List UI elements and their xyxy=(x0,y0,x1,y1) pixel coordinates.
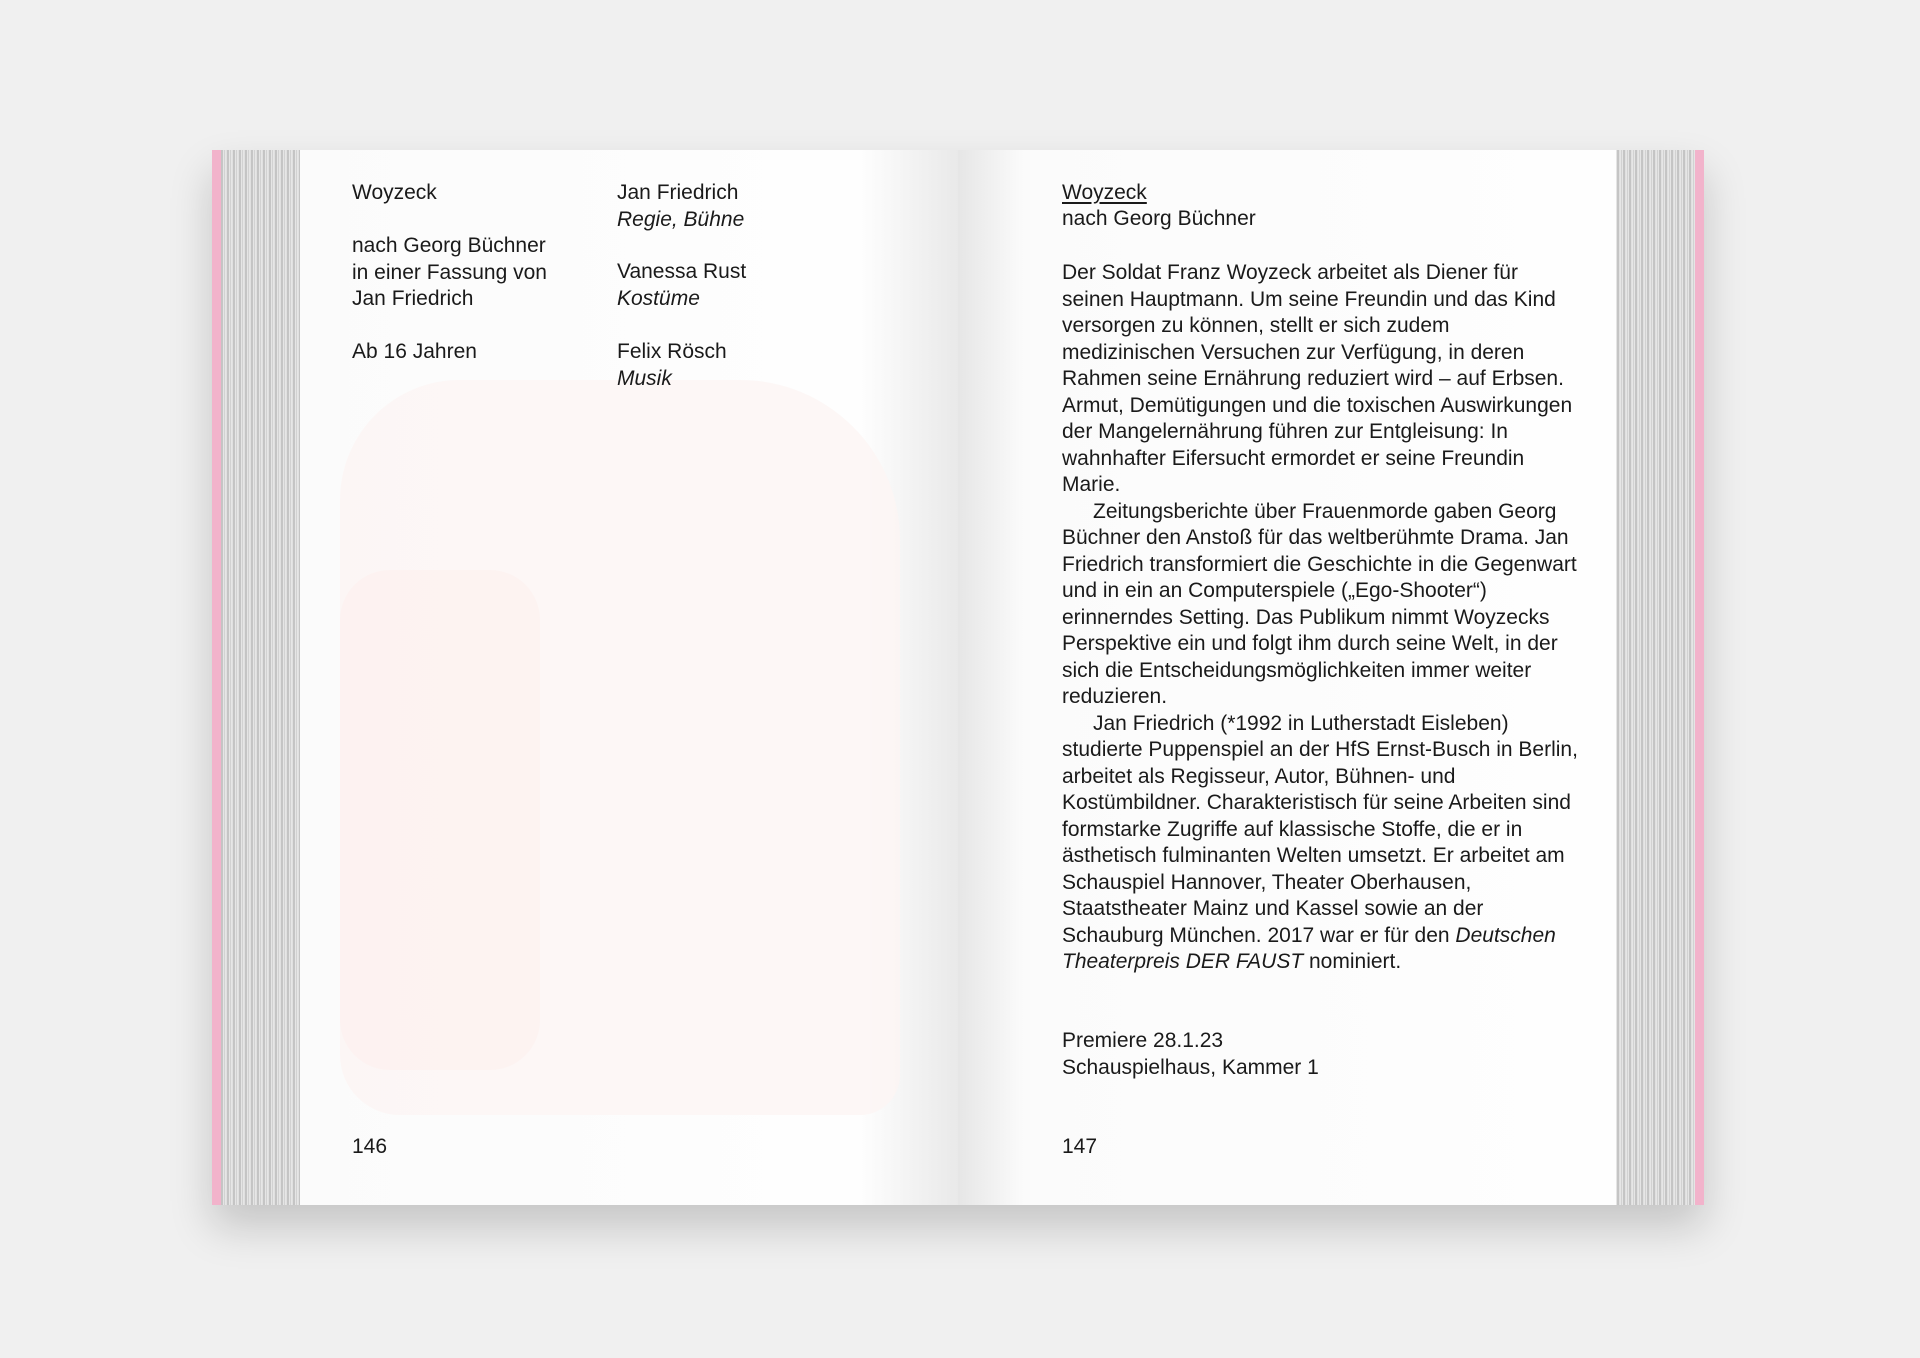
award-name: Deutschen Theaterpreis DER FAUST xyxy=(1062,923,1556,973)
page-number: 146 xyxy=(352,1135,388,1158)
paragraph-concept: Zeitungsberichte über Frauenmorde gaben Georg Büchner den Anstoß für das weltberühmte Drama. Jan Friedrich transformiert die Geschichte in die Gegenwart und in ein an Computerspiele („Ego-Shooter“) erinnerndes Setting. Das Publikum nimmt Woyzecks Perspektive ein und folgt ihm durch seine Welt, in der sich die Entscheidungsmöglichkeiten immer weiter reduzieren. xyxy=(1062,499,1577,708)
credit-costumes xyxy=(617,259,746,312)
source-line: in einer Fassung von xyxy=(352,260,547,284)
pink-cover-edge-left xyxy=(212,150,221,1205)
right-page xyxy=(958,150,1616,1205)
premiere-info xyxy=(1062,1028,1319,1081)
paragraph-biography xyxy=(1062,711,1580,976)
credit-name: Jan Friedrich xyxy=(617,181,739,204)
paragraph-synopsis: Der Soldat Franz Woyzeck arbeitet als Diener für seinen Hauptmann. Um seine Freundin und das Kind versorgen zu können, stellt er sich zudem medizinischen Versuchen zur Verfügung, in deren Rahmen seine Ernährung reduziert wird – auf Erbsen. Armut, Demütigungen und die toxischen Auswirkungen der Mangelernährung führen zur Entgleisung: In wahnhafter Eifersucht ermordet er seine Freundin Marie. xyxy=(1062,261,1573,496)
credit-role: Musik xyxy=(617,366,672,390)
credit-music xyxy=(617,339,727,392)
credit-role: Regie, Bühne xyxy=(617,207,745,231)
source-line: Jan Friedrich xyxy=(352,287,474,310)
premiere-date: Premiere 28.1.23 xyxy=(1062,1029,1224,1052)
play-title-underlined: Woyzeck xyxy=(1062,181,1147,204)
age-rating: Ab 16 Jahren xyxy=(352,340,477,363)
description-text xyxy=(1062,260,1580,976)
left-page xyxy=(300,150,958,1205)
source-credit xyxy=(352,233,547,313)
biography-end: nominiert. xyxy=(1303,950,1402,973)
pink-cover-edge-right xyxy=(1695,150,1704,1205)
page-number: 147 xyxy=(1062,1135,1098,1158)
biography-text: Jan Friedrich (*1992 in Lutherstadt Eisleben) studierte Puppenspiel an der HfS Ernst-Busch in Berlin, arbeitet als Regisseur, Autor, Bühnen- und Kostümbildner. Charakteristisch für seine Arbeiten sind formstarke Zugriffe auf klassische Stoffe, die er in ästhetisch fulminanten Welten umsetzt. Er arbeitet am Schauspiel Hannover, Theater Oberhausen, Staatstheater Mainz und Kassel sowie an der Schauburg München. 2017 war er für den xyxy=(1062,711,1578,947)
page-edges-left xyxy=(212,150,300,1205)
credit-director xyxy=(617,180,744,233)
faint-background-image-detail xyxy=(340,570,540,1070)
premiere-venue: Schauspielhaus, Kammer 1 xyxy=(1062,1055,1319,1079)
open-book xyxy=(212,150,1704,1205)
credit-role: Kostüme xyxy=(617,286,700,310)
play-subtitle: nach Georg Büchner xyxy=(1062,207,1256,230)
credit-name: Felix Rösch xyxy=(617,340,727,363)
source-line: nach Georg Büchner xyxy=(352,234,546,257)
credit-name: Vanessa Rust xyxy=(617,260,747,283)
play-title: Woyzeck xyxy=(352,181,437,204)
page-edges-right xyxy=(1616,150,1704,1205)
